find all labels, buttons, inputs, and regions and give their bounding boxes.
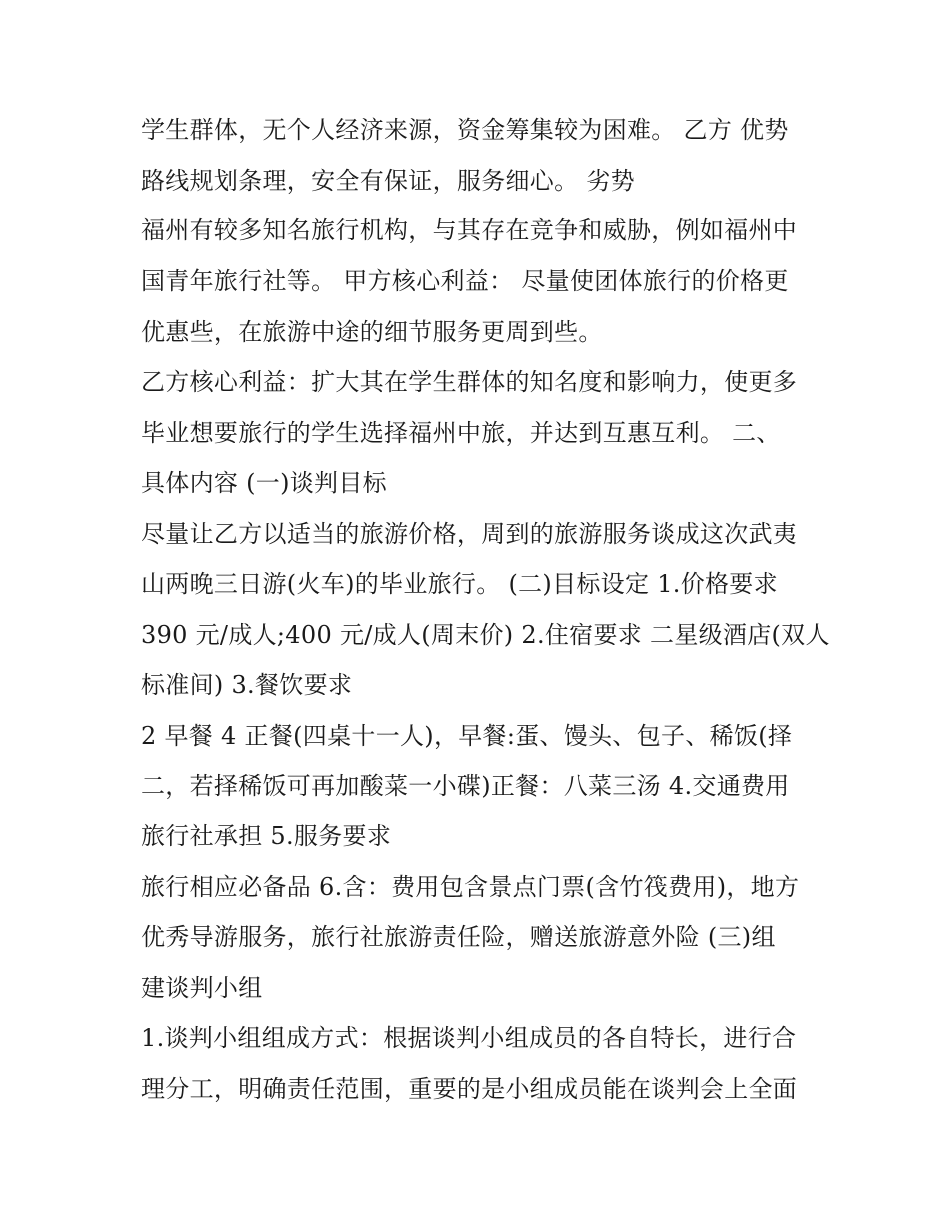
text-line: 乙方核心利益：扩大其在学生群体的知名度和影响力，使更多	[141, 368, 798, 396]
text-line: 1.谈判小组组成方式：根据谈判小组成员的各自特长，进行合	[141, 1024, 797, 1052]
text-line: 尽量让乙方以适当的旅游价格，周到的旅游服务谈成这次武夷	[141, 520, 798, 548]
text-line: 山两晚三日游(火车)的毕业旅行。 (二)目标设定 1.价格要求	[141, 570, 778, 598]
text-line: 福州有较多知名旅行机构，与其存在竞争和威胁，例如福州中	[141, 216, 798, 244]
text-line: 理分工，明确责任范围，重要的是小组成员能在谈判会上全面	[141, 1075, 798, 1103]
text-line: 毕业想要旅行的学生选择福州中旅，并达到互惠互利。 二、	[141, 419, 781, 447]
text-line: 优秀导游服务，旅行社旅游责任险，赠送旅游意外险 (三)组	[141, 923, 776, 951]
text-line: 学生群体，无个人经济来源，资金筹集较为困难。 乙方 优势	[141, 116, 789, 144]
text-line: 具体内容 (一)谈判目标	[141, 469, 387, 497]
text-line: 旅行相应必备品 6.含：费用包含景点门票(含竹筏费用)，地方	[141, 873, 800, 901]
text-line: 390 元/成人;400 元/成人(周末价) 2.住宿要求 二星级酒店(双人	[141, 621, 830, 649]
text-line: 路线规划条理，安全有保证，服务细心。 劣势	[141, 167, 635, 195]
text-line: 建谈判小组	[141, 974, 263, 1002]
text-line: 旅行社承担 5.服务要求	[141, 822, 392, 850]
text-line: 2 早餐 4 正餐(四桌十一人)，早餐:蛋、馒头、包子、稀饭(择	[141, 722, 793, 750]
text-line: 二，若择稀饭可再加酸菜一小碟)正餐：八菜三汤 4.交通费用	[141, 772, 790, 800]
text-line: 优惠些，在旅游中途的细节服务更周到些。	[141, 318, 603, 346]
text-line: 国青年旅行社等。 甲方核心利益： 尽量使团体旅行的价格更	[141, 267, 789, 295]
text-line: 标准间) 3.餐饮要求	[141, 671, 353, 699]
